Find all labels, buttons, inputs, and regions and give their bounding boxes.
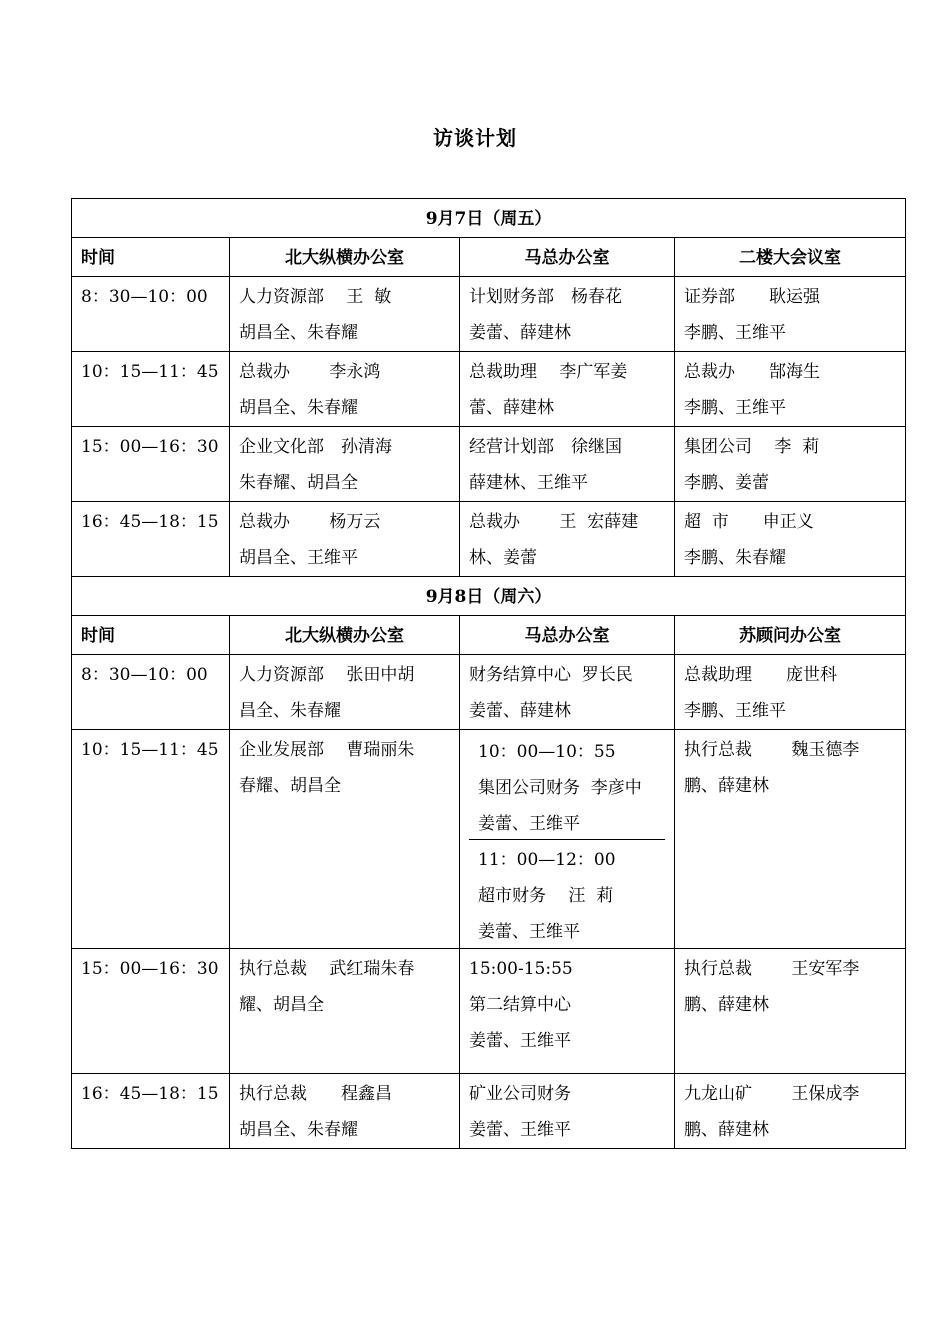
sub-slot: 10：00—10：55 集团公司财务 李彦中 姜蕾、王维平 bbox=[469, 732, 665, 840]
schedule-cell: 执行总裁 程鑫昌 胡昌全、朱春耀 bbox=[230, 1074, 460, 1149]
header-room-1: 北大纵横办公室 bbox=[230, 238, 460, 277]
table-row bbox=[72, 502, 906, 577]
schedule-cell: 超 市 申正义 李鹏、朱春耀 bbox=[675, 502, 906, 577]
header-room-2: 马总办公室 bbox=[460, 616, 675, 655]
schedule-cell: 企业发展部 曹瑞丽朱 春耀、胡昌全 bbox=[230, 730, 460, 949]
header-room-2: 马总办公室 bbox=[460, 238, 675, 277]
schedule-cell: 执行总裁 武红瑞朱春 耀、胡昌全 bbox=[230, 949, 460, 1074]
schedule-cell: 证券部 耿运强 李鹏、王维平 bbox=[675, 277, 906, 352]
header-room-3: 二楼大会议室 bbox=[675, 238, 906, 277]
column-header-row bbox=[72, 238, 906, 277]
table-row bbox=[72, 730, 906, 949]
table-row bbox=[72, 352, 906, 427]
schedule-cell: 总裁助理 庞世科 李鹏、王维平 bbox=[675, 655, 906, 730]
time-cell: 16：45—18：15 bbox=[72, 502, 230, 577]
schedule-cell: 集团公司 李 莉 李鹏、姜蕾 bbox=[675, 427, 906, 502]
schedule-cell: 计划财务部 杨春花 姜蕾、薛建林 bbox=[460, 277, 675, 352]
header-room-3: 苏顾问办公室 bbox=[675, 616, 906, 655]
schedule-cell-split bbox=[460, 730, 675, 949]
day-label: 9月8日（周六） bbox=[72, 577, 906, 616]
schedule-cell: 企业文化部 孙清海 朱春耀、胡昌全 bbox=[230, 427, 460, 502]
table-row bbox=[72, 1074, 906, 1149]
time-cell: 16：45—18：15 bbox=[72, 1074, 230, 1149]
header-room-1: 北大纵横办公室 bbox=[230, 616, 460, 655]
schedule-cell: 人力资源部 王 敏 胡昌全、朱春耀 bbox=[230, 277, 460, 352]
schedule-cell: 财务结算中心 罗长民 姜蕾、薛建林 bbox=[460, 655, 675, 730]
column-header-row bbox=[72, 616, 906, 655]
header-time: 时间 bbox=[72, 616, 230, 655]
schedule-cell: 总裁办 杨万云 胡昌全、王维平 bbox=[230, 502, 460, 577]
schedule-cell: 矿业公司财务 姜蕾、王维平 bbox=[460, 1074, 675, 1149]
schedule-cell: 九龙山矿 王保成李 鹏、薛建林 bbox=[675, 1074, 906, 1149]
table-row bbox=[72, 427, 906, 502]
table-row bbox=[72, 949, 906, 1074]
time-cell: 10：15—11：45 bbox=[72, 352, 230, 427]
time-cell: 8：30—10：00 bbox=[72, 655, 230, 730]
day-header-row bbox=[72, 199, 906, 238]
day-label: 9月7日（周五） bbox=[72, 199, 906, 238]
time-cell: 8：30—10：00 bbox=[72, 277, 230, 352]
time-cell: 15：00—16：30 bbox=[72, 949, 230, 1074]
schedule-cell: 总裁办 王 宏薛建 林、姜蕾 bbox=[460, 502, 675, 577]
schedule-cell: 总裁助理 李广军姜 蕾、薛建林 bbox=[460, 352, 675, 427]
table-row bbox=[72, 277, 906, 352]
schedule-cell: 人力资源部 张田中胡 昌全、朱春耀 bbox=[230, 655, 460, 730]
sub-slot: 11：00—12：00 超市财务 汪 莉 姜蕾、王维平 bbox=[478, 850, 616, 942]
schedule-cell: 15:00-15:55 第二结算中心 姜蕾、王维平 bbox=[460, 949, 675, 1074]
table-row bbox=[72, 655, 906, 730]
time-cell: 15：00—16：30 bbox=[72, 427, 230, 502]
schedule-cell: 执行总裁 魏玉德李 鹏、薛建林 bbox=[675, 730, 906, 949]
header-time: 时间 bbox=[72, 238, 230, 277]
time-cell: 10：15—11：45 bbox=[72, 730, 230, 949]
schedule-cell: 执行总裁 王安军李 鹏、薛建林 bbox=[675, 949, 906, 1074]
interview-schedule-table bbox=[71, 198, 906, 1149]
page-title: 访谈计划 bbox=[433, 126, 517, 150]
day-header-row bbox=[72, 577, 906, 616]
schedule-cell: 总裁办 郜海生 李鹏、王维平 bbox=[675, 352, 906, 427]
schedule-cell: 经营计划部 徐继国 薛建林、王维平 bbox=[460, 427, 675, 502]
schedule-cell: 总裁办 李永鸿 胡昌全、朱春耀 bbox=[230, 352, 460, 427]
